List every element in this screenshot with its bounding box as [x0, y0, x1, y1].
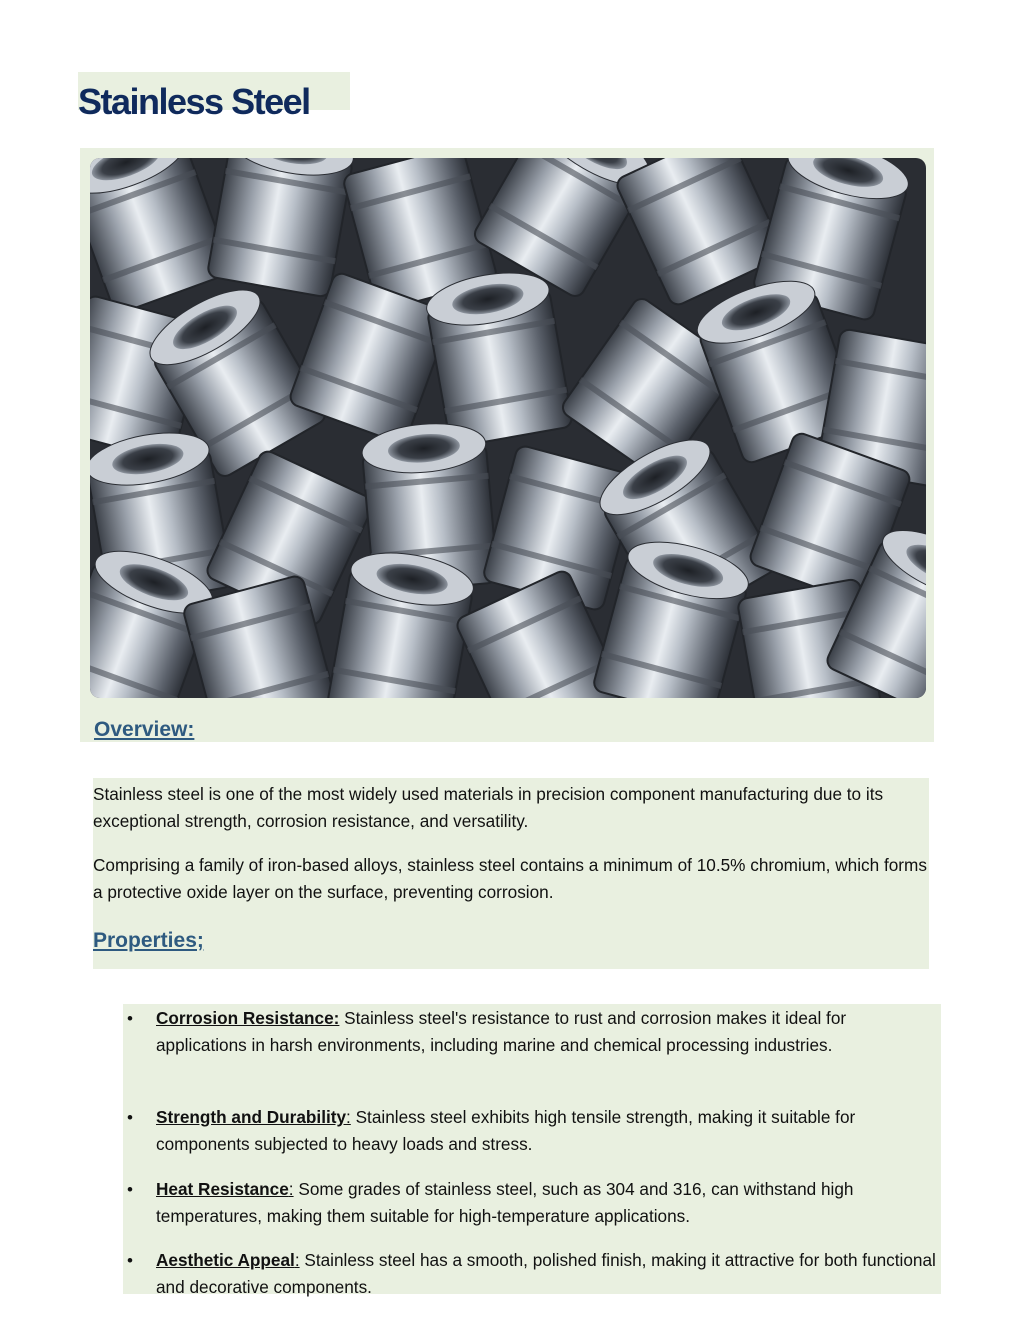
property-desc: Some grades of stainless steel, such as 304 and 316, can withstand high temperatures, making them suitable for high-temperature applications.: [156, 1179, 854, 1226]
property-desc: Stainless steel's resistance to rust and corrosion makes it ideal for applications in harsh environments, including marine and chemical processing industries.: [156, 1008, 847, 1055]
property-item-strength: [127, 1104, 937, 1158]
property-term: Corrosion Resistance:: [156, 1008, 340, 1028]
property-desc: Stainless steel has a smooth, polished finish, making it attractive for both functional and decorative components.: [156, 1250, 936, 1297]
property-sep: :: [288, 1179, 294, 1199]
properties-heading: Properties;: [93, 929, 204, 952]
steel-parts-illustration: [90, 158, 926, 698]
bullet-icon: •: [127, 1180, 133, 1199]
property-term: Heat Resistance: [156, 1179, 289, 1199]
property-item-corrosion: [127, 1005, 937, 1059]
bullet-icon: •: [127, 1251, 133, 1270]
bullet-icon: •: [127, 1009, 133, 1028]
page-title: Stainless Steel: [78, 81, 310, 122]
bullet-icon: •: [127, 1108, 133, 1127]
property-term: Aesthetic Appeal: [156, 1250, 295, 1270]
steel-parts-photo: [90, 158, 926, 698]
overview-heading: Overview:: [94, 718, 195, 741]
property-sep: :: [294, 1250, 300, 1270]
property-term: Strength and Durability: [156, 1107, 347, 1127]
property-item-heat: [127, 1176, 937, 1230]
property-item-aesthetic: [127, 1247, 937, 1301]
property-desc: Stainless steel exhibits high tensile strength, making it suitable for components subjected to heavy loads and stress.: [156, 1107, 856, 1154]
overview-paragraph-2: Comprising a family of iron-based alloys, stainless steel contains a minimum of 10.5% chromium, which forms a protective oxide layer on the surface, preventing corrosion.: [93, 855, 927, 902]
property-sep: :: [346, 1107, 351, 1127]
overview-paragraph-1: Stainless steel is one of the most widely used materials in precision component manufacturing due to its exceptional strength, corrosion resistance, and versatility.: [93, 784, 884, 831]
